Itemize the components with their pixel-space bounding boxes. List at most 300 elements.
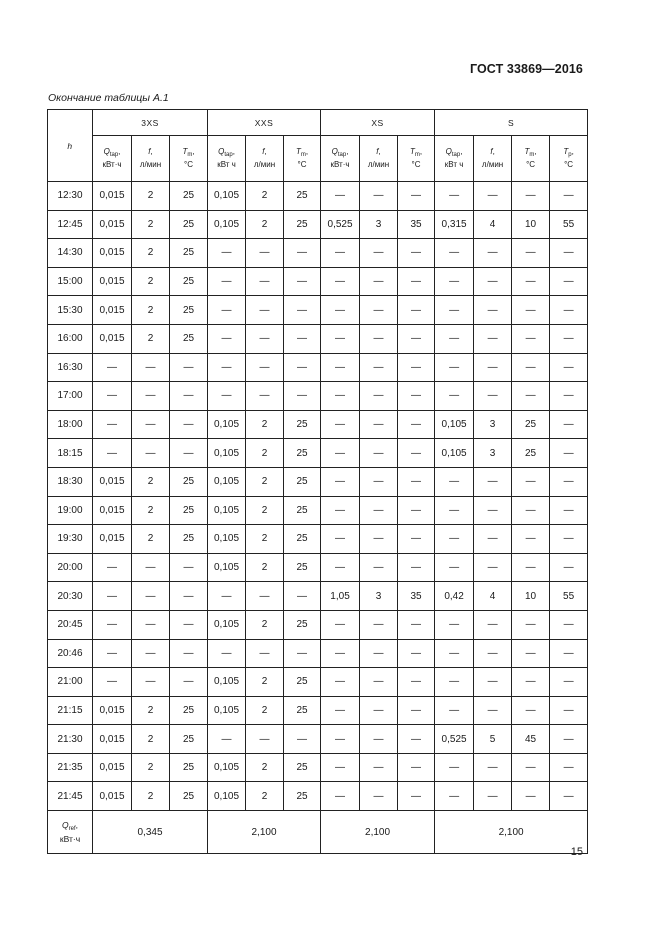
data-cell: 2 xyxy=(132,324,170,353)
document-header: ГОСТ 33869—2016 xyxy=(469,62,583,76)
param-subscript: m xyxy=(529,152,535,158)
time-cell: 20:45 xyxy=(48,610,93,639)
param-header xyxy=(474,136,512,182)
data-cell: — xyxy=(170,439,208,468)
data-cell: 0,015 xyxy=(93,753,132,782)
param-unit: °C xyxy=(564,160,574,169)
data-cell: 0,105 xyxy=(208,753,246,782)
data-cell: — xyxy=(550,525,588,554)
data-cell: — xyxy=(360,525,398,554)
data-cell: — xyxy=(246,639,284,668)
data-cell: — xyxy=(321,353,360,382)
param-header xyxy=(321,136,360,182)
data-cell: — xyxy=(474,525,512,554)
param-symbol: T xyxy=(182,147,188,156)
data-cell: — xyxy=(321,496,360,525)
param-symbol: T xyxy=(563,147,569,156)
param-symbol: f xyxy=(376,147,379,156)
data-cell: — xyxy=(550,639,588,668)
data-cell: — xyxy=(550,553,588,582)
param-symbol-line: $T_m$, xyxy=(409,147,423,158)
data-cell: — xyxy=(474,324,512,353)
data-cell: 2 xyxy=(246,182,284,211)
data-cell: — xyxy=(474,296,512,325)
data-cell: 25 xyxy=(284,753,321,782)
data-cell: — xyxy=(398,239,435,268)
data-cell: — xyxy=(550,353,588,382)
param-symbol: T xyxy=(524,147,530,156)
data-cell: 0,105 xyxy=(208,439,246,468)
data-cell: — xyxy=(208,725,246,754)
data-cell: — xyxy=(550,382,588,411)
data-cell: — xyxy=(360,382,398,411)
data-cell: — xyxy=(435,525,474,554)
data-cell: 55 xyxy=(550,210,588,239)
data-cell: — xyxy=(208,267,246,296)
data-cell: — xyxy=(474,239,512,268)
data-cell: 0,015 xyxy=(93,525,132,554)
data-cell: — xyxy=(170,639,208,668)
data-table xyxy=(47,109,588,854)
param-symbol: Q xyxy=(331,147,338,156)
data-cell: — xyxy=(474,610,512,639)
data-cell: — xyxy=(93,668,132,697)
data-cell: — xyxy=(474,182,512,211)
param-header xyxy=(398,136,435,182)
data-cell: — xyxy=(93,410,132,439)
data-cell: — xyxy=(435,753,474,782)
data-cell: — xyxy=(360,182,398,211)
data-cell: 25 xyxy=(170,239,208,268)
data-cell: 0,42 xyxy=(435,582,474,611)
data-cell: — xyxy=(512,525,550,554)
data-cell: — xyxy=(246,582,284,611)
data-cell: 2 xyxy=(246,525,284,554)
data-cell: — xyxy=(321,239,360,268)
data-cell: — xyxy=(474,467,512,496)
data-cell: — xyxy=(398,525,435,554)
data-cell: 2 xyxy=(132,496,170,525)
data-cell: 45 xyxy=(512,725,550,754)
data-cell: — xyxy=(93,439,132,468)
param-symbol: Q xyxy=(218,147,225,156)
data-cell: — xyxy=(321,753,360,782)
data-cell: 25 xyxy=(170,210,208,239)
data-cell: 10 xyxy=(512,582,550,611)
param-symbol-line: $Q_{tap}$, xyxy=(445,147,463,158)
time-cell: 21:00 xyxy=(48,668,93,697)
data-cell: — xyxy=(208,582,246,611)
total-symbol: Q xyxy=(61,820,69,831)
data-cell: — xyxy=(93,382,132,411)
data-cell: — xyxy=(512,668,550,697)
data-cell: — xyxy=(132,668,170,697)
data-cell: 35 xyxy=(398,210,435,239)
param-symbol: Q xyxy=(103,147,110,156)
data-cell: — xyxy=(246,725,284,754)
param-symbol-line: f, xyxy=(262,147,267,156)
data-cell: — xyxy=(474,496,512,525)
data-cell: 2 xyxy=(132,782,170,811)
data-cell: — xyxy=(550,267,588,296)
data-cell: 2 xyxy=(246,553,284,582)
data-cell: — xyxy=(208,296,246,325)
data-cell: 0,525 xyxy=(321,210,360,239)
param-symbol: f xyxy=(490,147,493,156)
param-unit: °C xyxy=(526,160,536,169)
data-cell: — xyxy=(360,639,398,668)
data-cell: — xyxy=(321,182,360,211)
time-cell: 20:30 xyxy=(48,582,93,611)
data-cell: 25 xyxy=(170,467,208,496)
data-cell: 25 xyxy=(284,210,321,239)
data-cell: — xyxy=(398,782,435,811)
param-subscript: tap xyxy=(224,152,233,158)
data-cell: — xyxy=(132,353,170,382)
data-cell: 25 xyxy=(284,696,321,725)
param-subscript: tap xyxy=(337,152,347,158)
data-cell: 0,015 xyxy=(93,182,132,211)
data-cell: — xyxy=(398,496,435,525)
table-row xyxy=(48,439,588,468)
data-cell: 0,105 xyxy=(208,553,246,582)
data-cell: 2 xyxy=(246,668,284,697)
data-cell: — xyxy=(170,668,208,697)
data-cell: — xyxy=(360,239,398,268)
data-cell: — xyxy=(398,296,435,325)
data-cell: — xyxy=(435,353,474,382)
data-cell: — xyxy=(321,525,360,554)
data-cell: — xyxy=(93,639,132,668)
param-header xyxy=(284,136,321,182)
data-cell: 0,015 xyxy=(93,782,132,811)
data-cell: — xyxy=(132,382,170,411)
data-cell: 0,015 xyxy=(93,496,132,525)
data-cell: 3 xyxy=(474,410,512,439)
data-cell: — xyxy=(284,382,321,411)
data-cell: — xyxy=(208,239,246,268)
table-row xyxy=(48,410,588,439)
page-number: 15 xyxy=(570,846,583,858)
data-cell: 2 xyxy=(246,210,284,239)
data-cell: — xyxy=(208,353,246,382)
data-cell: — xyxy=(170,610,208,639)
data-cell: — xyxy=(321,639,360,668)
total-label xyxy=(48,811,93,854)
data-cell: 0,105 xyxy=(208,496,246,525)
table-row xyxy=(48,296,588,325)
table-row xyxy=(48,668,588,697)
param-header xyxy=(170,136,208,182)
data-cell: 0,105 xyxy=(208,467,246,496)
data-cell: — xyxy=(246,324,284,353)
time-cell: 12:30 xyxy=(48,182,93,211)
data-cell: — xyxy=(132,553,170,582)
row-header-label: h xyxy=(67,140,73,151)
time-cell: 17:00 xyxy=(48,382,93,411)
param-unit: кВт·ч xyxy=(102,160,122,169)
data-cell: 25 xyxy=(284,782,321,811)
data-cell: 3 xyxy=(360,210,398,239)
data-cell: — xyxy=(284,353,321,382)
table-row xyxy=(48,553,588,582)
data-cell: — xyxy=(398,324,435,353)
data-cell: — xyxy=(435,696,474,725)
data-cell: — xyxy=(435,182,474,211)
time-cell: 15:00 xyxy=(48,267,93,296)
param-header xyxy=(93,136,132,182)
time-cell: 20:00 xyxy=(48,553,93,582)
data-cell: 0,105 xyxy=(435,410,474,439)
data-cell: — xyxy=(284,267,321,296)
data-cell: — xyxy=(170,382,208,411)
data-cell: — xyxy=(321,296,360,325)
data-cell: — xyxy=(512,496,550,525)
data-cell: — xyxy=(360,782,398,811)
data-cell: 0,525 xyxy=(435,725,474,754)
data-cell: — xyxy=(398,467,435,496)
data-cell: 0,105 xyxy=(208,182,246,211)
data-cell: — xyxy=(435,239,474,268)
data-cell: — xyxy=(435,296,474,325)
data-cell: — xyxy=(550,496,588,525)
data-cell: — xyxy=(246,382,284,411)
total-value: 0,345 xyxy=(93,811,208,854)
param-symbol-line: f, xyxy=(148,147,153,156)
data-cell: — xyxy=(284,639,321,668)
data-cell: 2 xyxy=(246,782,284,811)
data-cell: — xyxy=(360,353,398,382)
data-cell: — xyxy=(360,267,398,296)
table-row xyxy=(48,525,588,554)
data-cell: 2 xyxy=(246,496,284,525)
time-cell: 21:45 xyxy=(48,782,93,811)
data-cell: 3 xyxy=(360,582,398,611)
param-unit: л/мин xyxy=(481,160,504,169)
data-cell: — xyxy=(512,353,550,382)
param-symbol-line: $T_p$, xyxy=(563,147,574,158)
data-cell: — xyxy=(321,324,360,353)
data-cell: — xyxy=(170,582,208,611)
time-cell: 12:45 xyxy=(48,210,93,239)
data-cell: 2 xyxy=(246,696,284,725)
data-cell: — xyxy=(208,324,246,353)
data-cell: — xyxy=(435,610,474,639)
data-cell: — xyxy=(93,610,132,639)
data-cell: 2 xyxy=(246,610,284,639)
table-row xyxy=(48,496,588,525)
data-cell: — xyxy=(246,353,284,382)
data-cell: — xyxy=(360,410,398,439)
data-cell: 25 xyxy=(170,725,208,754)
table-row xyxy=(48,267,588,296)
data-cell: — xyxy=(132,410,170,439)
table-row xyxy=(48,182,588,211)
data-cell: 0,105 xyxy=(208,525,246,554)
data-cell: 0,105 xyxy=(208,782,246,811)
data-cell: — xyxy=(550,782,588,811)
data-cell: — xyxy=(435,467,474,496)
param-header xyxy=(435,136,474,182)
data-cell: 25 xyxy=(284,668,321,697)
data-cell: 3 xyxy=(474,439,512,468)
time-cell: 19:00 xyxy=(48,496,93,525)
param-symbol: T xyxy=(409,147,415,156)
data-cell: — xyxy=(398,353,435,382)
data-cell: — xyxy=(360,696,398,725)
param-symbol-line: $T_m$, xyxy=(182,147,195,158)
data-cell: — xyxy=(550,725,588,754)
table-row xyxy=(48,467,588,496)
time-cell: 16:00 xyxy=(48,324,93,353)
param-subscript: tap xyxy=(451,152,461,158)
param-subscript: m xyxy=(300,152,306,158)
data-cell: — xyxy=(93,353,132,382)
data-cell: 4 xyxy=(474,582,512,611)
param-unit: л/мин xyxy=(367,160,390,169)
data-cell: 25 xyxy=(512,410,550,439)
time-cell: 14:30 xyxy=(48,239,93,268)
data-cell: 25 xyxy=(284,496,321,525)
data-cell: — xyxy=(474,382,512,411)
data-cell: — xyxy=(435,553,474,582)
data-cell: — xyxy=(435,382,474,411)
param-symbol: T xyxy=(295,147,301,156)
data-cell: 2 xyxy=(246,410,284,439)
total-row xyxy=(48,811,588,854)
data-cell: — xyxy=(512,382,550,411)
param-header xyxy=(208,136,246,182)
data-cell: 2 xyxy=(132,753,170,782)
data-cell: — xyxy=(246,296,284,325)
data-cell: 25 xyxy=(284,610,321,639)
data-cell: — xyxy=(321,467,360,496)
param-unit: °C xyxy=(297,160,307,169)
data-cell: — xyxy=(321,725,360,754)
table-row xyxy=(48,582,588,611)
param-header xyxy=(246,136,284,182)
data-cell: 25 xyxy=(170,696,208,725)
time-cell: 15:30 xyxy=(48,296,93,325)
data-cell: — xyxy=(321,439,360,468)
data-cell: — xyxy=(550,410,588,439)
param-symbol-line: $Q_{tap}$, xyxy=(331,147,349,158)
data-cell: — xyxy=(398,439,435,468)
data-cell: — xyxy=(208,639,246,668)
param-header xyxy=(132,136,170,182)
param-symbol-line: $Q_{tap}$, xyxy=(103,147,121,158)
data-cell: 25 xyxy=(284,182,321,211)
data-cell: — xyxy=(550,696,588,725)
data-cell: — xyxy=(512,239,550,268)
time-cell: 19:30 xyxy=(48,525,93,554)
data-cell: — xyxy=(93,553,132,582)
data-cell: 4 xyxy=(474,210,512,239)
data-cell: — xyxy=(435,267,474,296)
data-cell: — xyxy=(321,267,360,296)
param-symbol-line: f, xyxy=(490,147,495,156)
data-cell: — xyxy=(132,610,170,639)
data-cell: — xyxy=(474,553,512,582)
data-cell: — xyxy=(398,382,435,411)
group-header: XXS xyxy=(208,110,321,136)
param-symbol-line: $Q_{tap}$, xyxy=(218,147,235,158)
data-cell: — xyxy=(512,753,550,782)
data-cell: 0,105 xyxy=(208,410,246,439)
data-cell: — xyxy=(398,410,435,439)
data-cell: — xyxy=(246,239,284,268)
data-cell: — xyxy=(398,753,435,782)
data-cell: — xyxy=(550,753,588,782)
data-cell: — xyxy=(360,753,398,782)
data-cell: — xyxy=(398,725,435,754)
data-cell: 25 xyxy=(284,553,321,582)
param-header xyxy=(360,136,398,182)
table-row xyxy=(48,382,588,411)
data-cell: 25 xyxy=(170,324,208,353)
data-cell: — xyxy=(321,696,360,725)
param-symbol-line: $T_m$, xyxy=(295,147,309,158)
data-cell: 25 xyxy=(284,525,321,554)
data-cell: 0,315 xyxy=(435,210,474,239)
data-cell: — xyxy=(550,239,588,268)
table-row xyxy=(48,353,588,382)
data-cell: 2 xyxy=(132,267,170,296)
data-cell: — xyxy=(398,610,435,639)
data-cell: — xyxy=(321,382,360,411)
data-cell: 0,105 xyxy=(435,439,474,468)
data-cell: — xyxy=(435,324,474,353)
table-caption: Окончание таблицы А.1 xyxy=(48,92,169,104)
row-header-h xyxy=(48,110,93,182)
data-cell: 2 xyxy=(132,182,170,211)
data-cell: — xyxy=(512,182,550,211)
data-cell: — xyxy=(170,410,208,439)
param-unit: кВт·ч xyxy=(330,160,350,169)
data-cell: 2 xyxy=(132,725,170,754)
data-cell: 1,05 xyxy=(321,582,360,611)
data-cell: — xyxy=(208,382,246,411)
group-header: 3XS xyxy=(93,110,208,136)
data-cell: — xyxy=(398,668,435,697)
data-cell: — xyxy=(474,353,512,382)
data-cell: — xyxy=(321,553,360,582)
data-cell: — xyxy=(398,696,435,725)
data-cell: — xyxy=(360,553,398,582)
data-cell: 25 xyxy=(170,296,208,325)
data-cell: — xyxy=(550,182,588,211)
param-subscript: p xyxy=(568,152,572,158)
data-cell: 25 xyxy=(170,753,208,782)
data-cell: 0,015 xyxy=(93,239,132,268)
param-header xyxy=(512,136,550,182)
data-cell: 0,015 xyxy=(93,696,132,725)
table-row xyxy=(48,753,588,782)
data-cell: 0,105 xyxy=(208,610,246,639)
data-cell: 2 xyxy=(132,239,170,268)
data-cell: — xyxy=(360,439,398,468)
data-cell: — xyxy=(550,296,588,325)
data-cell: — xyxy=(550,467,588,496)
total-label-symbol-line: $Q_{ref}$, xyxy=(61,820,78,833)
data-cell: 25 xyxy=(170,782,208,811)
total-subscript: ref xyxy=(68,826,76,833)
table-row xyxy=(48,639,588,668)
data-cell: — xyxy=(398,639,435,668)
data-cell: — xyxy=(435,639,474,668)
data-cell: — xyxy=(170,353,208,382)
data-cell: — xyxy=(93,582,132,611)
